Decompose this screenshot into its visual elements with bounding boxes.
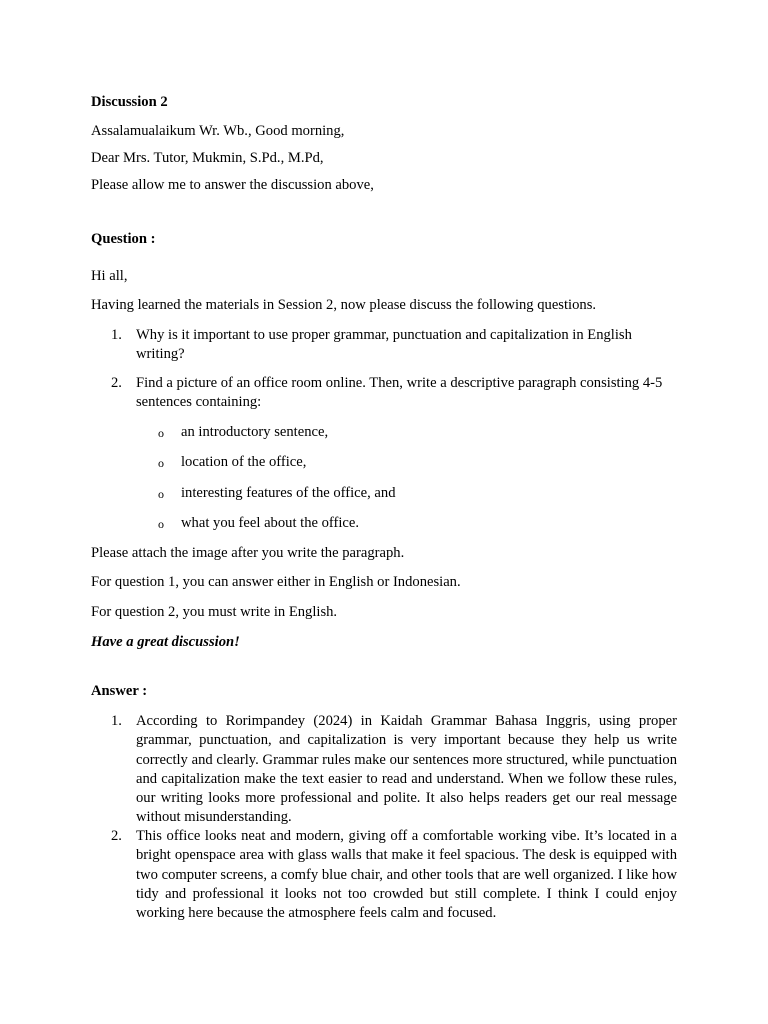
- answer-item-text: According to Rorimpandey (2024) in Kaidah Grammar Bahasa Inggris, using proper grammar, punctuation, and capitalization is very important because they help us write correctly and clearly. Grammar rules make our sentences more structured, while punctuation and capitalization make the text easier to read and understand. When we follow these rules, our writing looks more professional and polite. It also helps readers get our real message without misunderstanding.: [136, 713, 677, 826]
- question-heading: Question :: [91, 231, 156, 247]
- sub-item-text: location of the office,: [181, 454, 307, 470]
- sub-item-text: what you feel about the office.: [181, 515, 360, 531]
- question-item-number: 1.: [111, 327, 122, 343]
- answer-item-text: This office looks neat and modern, giving off a comfortable working vibe. It’s located in a bright openspace area with glass walls that make it feel spacious. The desk is equipped with two computer screens, a comfy blue chair, and other tools that are well organized. I like how tidy and professional it looks not too crowded but still complete. I think I could enjoy working here because the atmosphere feels calm and focused.: [136, 828, 677, 922]
- greeting-line: Assalamualaikum Wr. Wb., Good morning,: [91, 123, 345, 139]
- closing-line: Have a great discussion!: [91, 634, 240, 650]
- question-item-text: Why is it important to use proper grammar, punctuation and capitalization in English writing?: [136, 327, 632, 363]
- intro-line: Please allow me to answer the discussion above,: [91, 177, 374, 193]
- question-2-note: For question 2, you must write in English.: [91, 604, 338, 620]
- question-hi: Hi all,: [91, 268, 128, 284]
- question-1-note: For question 1, you can answer either in English or Indonesian.: [91, 574, 461, 590]
- question-item-number: 2.: [111, 375, 122, 391]
- document-title: Discussion 2: [91, 94, 168, 110]
- bullet-marker: o: [158, 517, 164, 531]
- sub-item-text: an introductory sentence,: [181, 424, 329, 440]
- question-lead: Having learned the materials in Session 2, now please discuss the following questions.: [91, 297, 597, 313]
- question-item-text: Find a picture of an office room online. Then, write a descriptive paragraph consisting 4-5 sentences containing:: [136, 375, 663, 411]
- answer-heading: Answer :: [91, 683, 148, 699]
- bullet-marker: o: [158, 487, 164, 501]
- bullet-marker: o: [158, 426, 164, 440]
- answer-item-number: 1.: [111, 713, 122, 729]
- sub-item-text: interesting features of the office, and: [181, 485, 396, 501]
- bullet-marker: o: [158, 456, 164, 470]
- attach-instruction: Please attach the image after you write the paragraph.: [91, 545, 405, 561]
- answer-item-number: 2.: [111, 828, 122, 844]
- salutation-line: Dear Mrs. Tutor, Mukmin, S.Pd., M.Pd,: [91, 150, 324, 166]
